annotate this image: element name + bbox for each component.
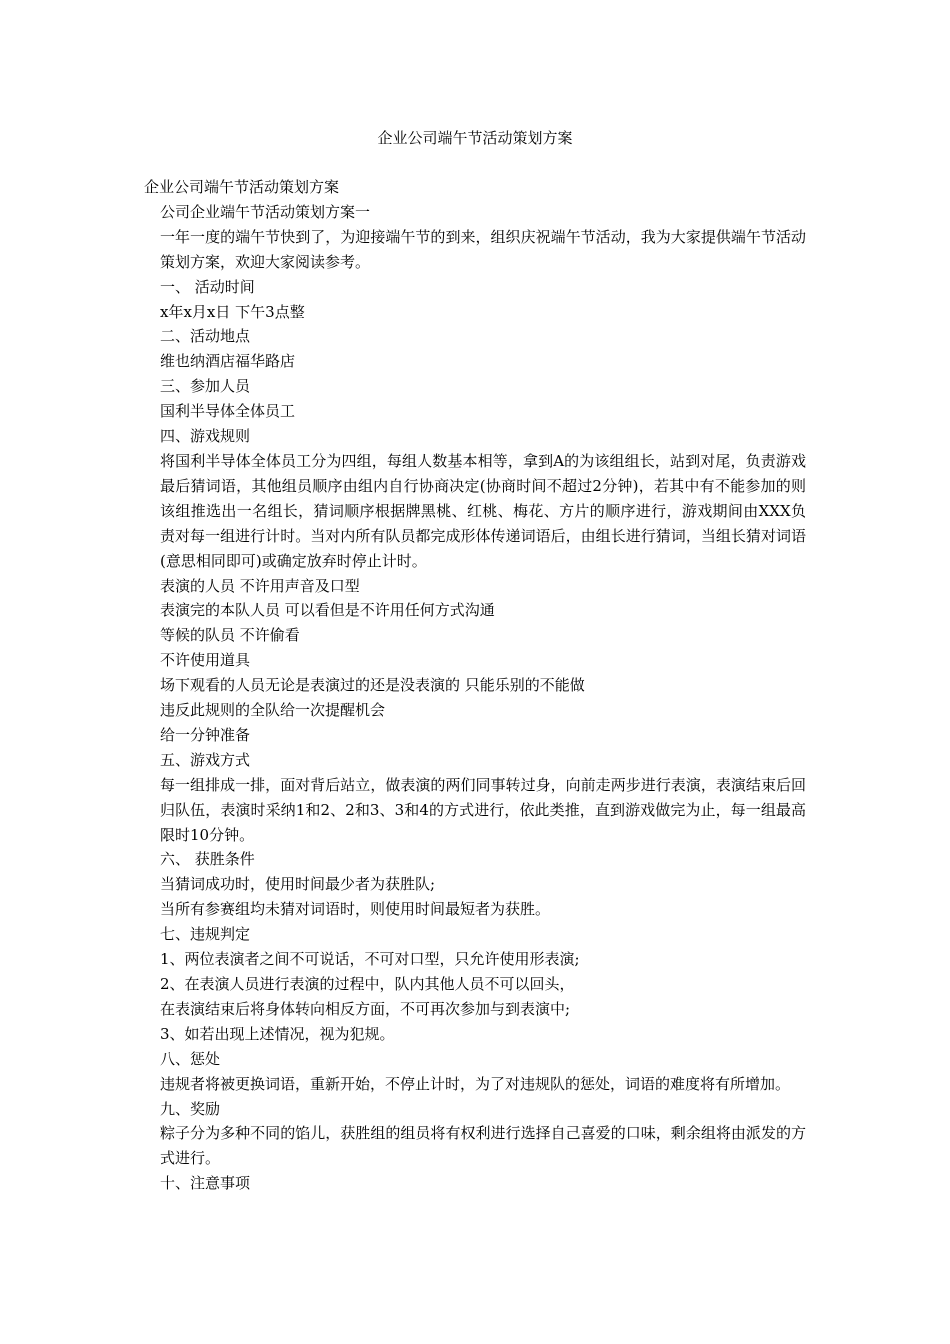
win-condition-item: 当猜词成功时，使用时间最少者为获胜队; bbox=[160, 875, 436, 894]
paragraph-penalty: 违规者将被更换词语，重新开始，不停止计时，为了对违规队的惩处，词语的难度将有所增加。 bbox=[160, 1074, 791, 1093]
paragraph-doc-heading: 企业公司端午节活动策划方案 bbox=[144, 178, 340, 196]
rule-item: 给一分钟准备 bbox=[160, 725, 251, 744]
violation-item: 2、在表演人员进行表演的过程中，队内其他人员不可以回头， bbox=[160, 975, 575, 993]
violation-item: 3、如若出现上述情况，视为犯规。 bbox=[160, 1024, 395, 1043]
section-heading-win-conditions: 六、 获胜条件 bbox=[160, 850, 255, 869]
section-heading-game-method: 五、游戏方式 bbox=[160, 750, 251, 769]
paragraph-location: 维也纳酒店福华路店 bbox=[160, 352, 296, 371]
paragraph-rewards: 粽子分为多种不同的馅儿，获胜组的组员将有权利进行选择自己喜爱的口味，剩余组将由派发的方式进行。 bbox=[160, 1124, 806, 1168]
paragraph-rules: 将国利半导体全体员工分为四组，每组人数基本相等，拿到A的为该组组长，站到对尾，负责游戏最后猜词语，其他组员顺序由组内自行协商决定(协商时间不超过2分钟)，若其中有不能参加的则该组推选出一名组长，猜词顺序根据牌黑桃、红桃、梅花、方片的顺序进行，游戏期间由XXX负责对每一组进行计时。当对内所有队员都完成形体传递词语后，由组长进行猜词，当组长猜对词语(意思相同即可)或确定放弃时停止计时。 bbox=[160, 451, 806, 570]
win-condition-item: 当所有参赛组均未猜对词语时，则使用时间最短者为获胜。 bbox=[160, 900, 551, 919]
violation-item: 1、两位表演者之间不可说话，不可对口型，只允许使用形表演; bbox=[160, 950, 580, 969]
section-heading-violations: 七、违规判定 bbox=[160, 925, 251, 944]
section-heading-rewards: 九、奖励 bbox=[160, 1099, 221, 1118]
document-title: 企业公司端午节活动策划方案 bbox=[377, 129, 573, 147]
section-heading-notes: 十、注意事项 bbox=[160, 1174, 251, 1193]
paragraph-participants: 国利半导体全体员工 bbox=[160, 402, 296, 421]
rule-item: 不许使用道具 bbox=[160, 651, 251, 670]
rule-item: 表演完的本队人员 可以看但是不许用任何方式沟通 bbox=[160, 601, 495, 620]
violation-item: 在表演结束后将身体转向相反方面，不可再次参加与到表演中; bbox=[160, 999, 571, 1018]
rule-item: 违反此规则的全队给一次提醒机会 bbox=[160, 701, 386, 720]
rule-item: 场下观看的人员无论是表演过的还是没表演的 只能乐别的不能做 bbox=[160, 676, 585, 695]
paragraph-time: x年x月x日 下午3点整 bbox=[160, 302, 305, 321]
rule-item: 表演的人员 不许用声音及口型 bbox=[160, 576, 360, 595]
paragraph-game-method: 每一组排成一排，面对背后站立，做表演的两们同事转过身，向前走两步进行表演，表演结束后回归队伍，表演时采纳1和2、2和3、3和4的方式进行，依此类推，直到游戏做完为止，每一组最高限时10分钟。 bbox=[160, 775, 806, 844]
section-heading-rules: 四、游戏规则 bbox=[160, 427, 251, 446]
section-heading-time: 一、 活动时间 bbox=[160, 277, 255, 296]
rule-item: 等候的队员 不许偷看 bbox=[160, 626, 300, 645]
paragraph-plan-one-title: 公司企业端午节活动策划方案一 bbox=[160, 202, 371, 221]
section-heading-location: 二、活动地点 bbox=[160, 327, 251, 346]
document-body bbox=[144, 175, 806, 1196]
paragraph-intro: 一年一度的端午节快到了，为迎接端午节的到来，组织庆祝端午节活动，我为大家提供端午节活动策划方案，欢迎大家阅读参考。 bbox=[160, 227, 806, 271]
section-heading-penalty: 八、惩处 bbox=[160, 1049, 221, 1068]
section-heading-participants: 三、参加人员 bbox=[160, 377, 251, 396]
